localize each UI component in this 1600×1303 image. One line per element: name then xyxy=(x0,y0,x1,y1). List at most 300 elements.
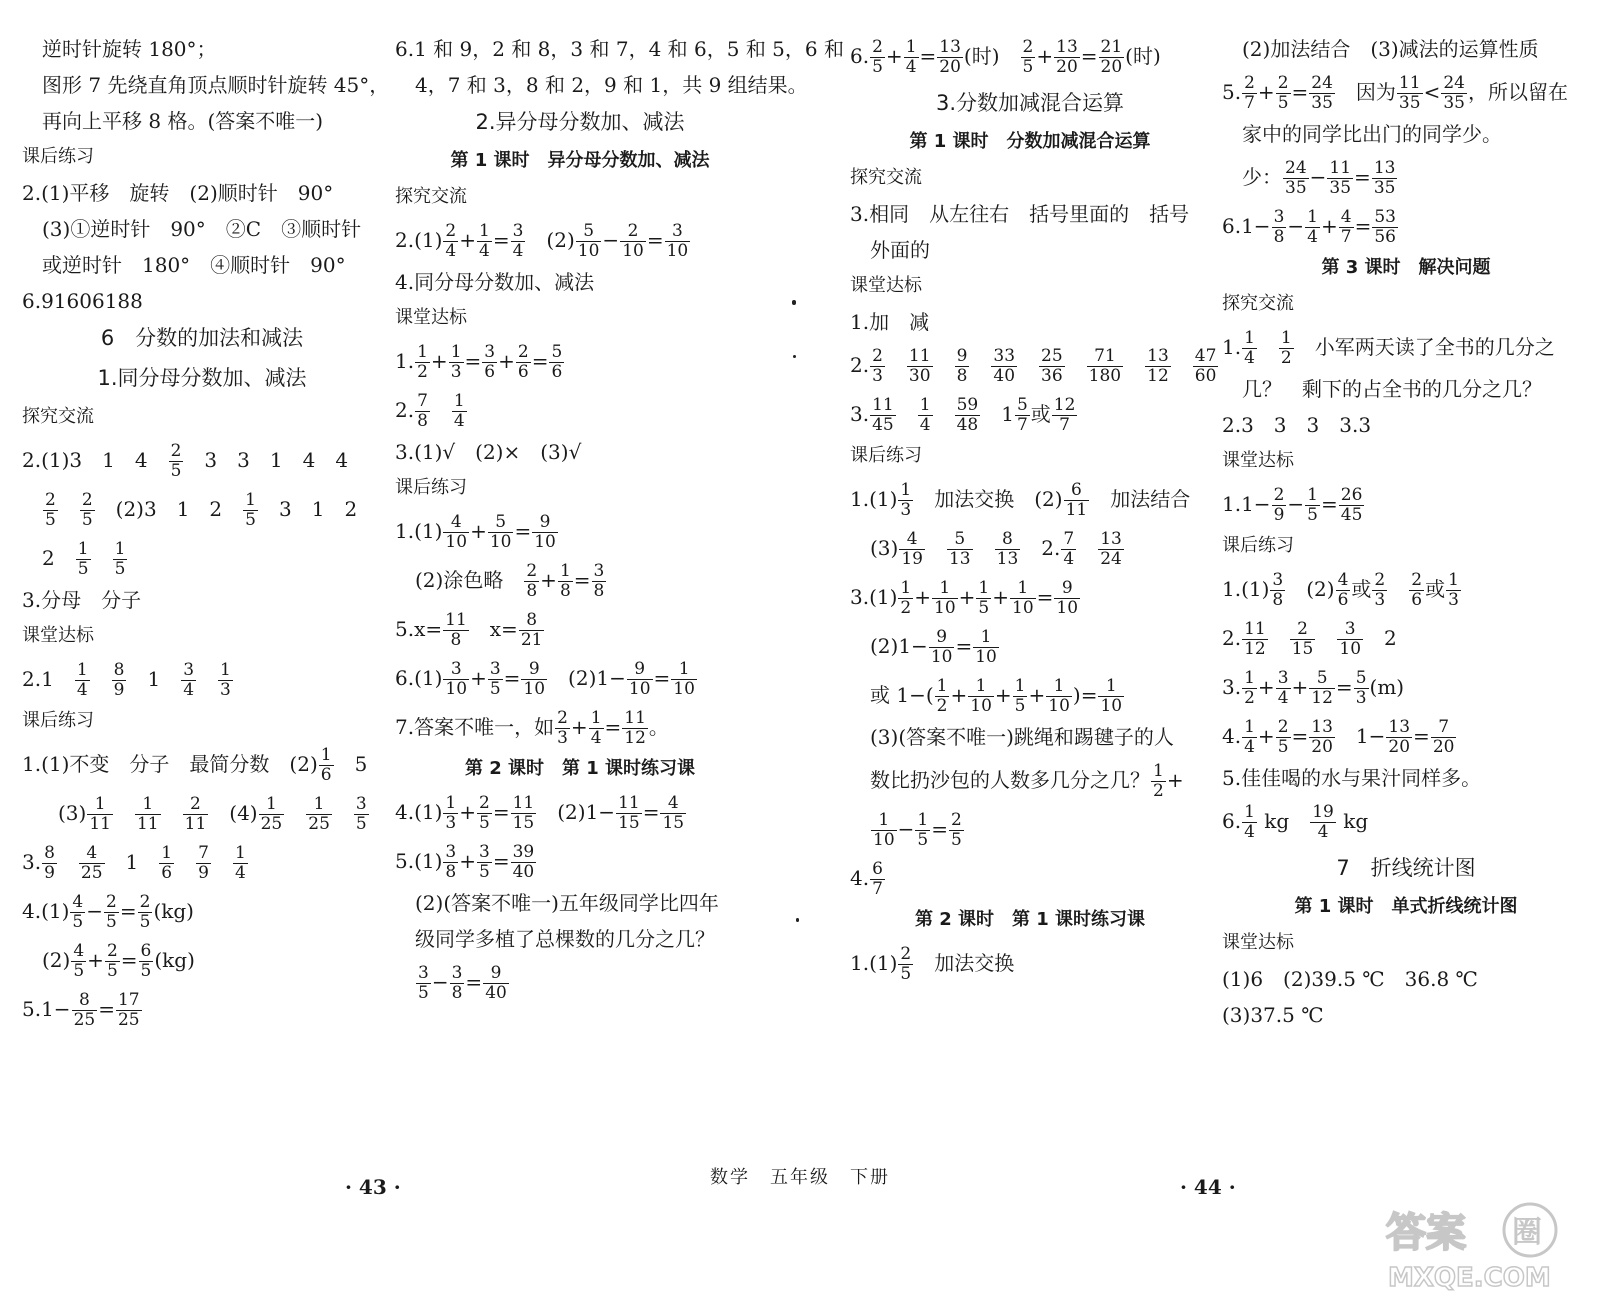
answer-text xyxy=(92,546,112,570)
fraction xyxy=(991,347,1017,386)
answer-line xyxy=(850,762,1210,801)
fraction xyxy=(488,513,514,552)
fraction xyxy=(105,942,120,981)
fraction-denominator: 10 xyxy=(489,532,512,552)
answer-text: 或 1−( xyxy=(870,683,934,707)
fraction-denominator: 10 xyxy=(1056,598,1079,618)
fraction-numerator: 3 xyxy=(665,222,691,242)
answer-text: (4) xyxy=(209,801,258,825)
fraction-denominator: 10 xyxy=(970,696,992,716)
answer-line xyxy=(1222,571,1590,610)
answer-line xyxy=(395,343,765,382)
fraction-denominator: 30 xyxy=(908,366,931,386)
fraction xyxy=(354,795,369,834)
fraction-denominator: 9 xyxy=(1273,505,1285,525)
fraction-numerator: 1 xyxy=(1448,570,1459,590)
answer-line xyxy=(395,477,765,499)
answer-text: 5.佳佳喝的水与果汁同样多。 xyxy=(1222,766,1482,790)
fraction-denominator: 45 xyxy=(1340,505,1363,525)
fraction-numerator: 7 xyxy=(1063,529,1075,549)
fraction-denominator: 35 xyxy=(1329,178,1352,198)
fraction-denominator: 10 xyxy=(1012,598,1034,618)
answer-line xyxy=(1222,38,1590,60)
answer-text: 探究交流 xyxy=(1222,293,1294,314)
answer-text: 2.(1)平移 旋转 (2)顺时针 90° xyxy=(22,181,334,205)
fraction-numerator: 1 xyxy=(1046,677,1072,697)
fraction xyxy=(1052,396,1078,435)
fraction-denominator: 5 xyxy=(139,912,151,932)
answer-text: 3.(1)√ (2)× (3)√ xyxy=(395,440,582,464)
fraction xyxy=(1276,74,1291,113)
fraction xyxy=(524,562,539,601)
fraction-denominator: 8 xyxy=(451,983,463,1003)
fraction-denominator: 3 xyxy=(557,728,568,748)
fraction xyxy=(1336,571,1351,610)
fraction-denominator: 5 xyxy=(77,559,89,579)
fraction-denominator: 4 xyxy=(234,863,246,883)
answer-text: 4. xyxy=(850,866,870,890)
fraction-numerator: 11 xyxy=(1398,73,1421,93)
answer-line xyxy=(1222,535,1590,557)
fraction-numerator: 11 xyxy=(872,395,894,415)
fraction xyxy=(1309,669,1335,708)
answer-text: = xyxy=(464,349,482,373)
answer-text: = xyxy=(1291,80,1309,104)
fraction-denominator: 5 xyxy=(170,461,182,481)
answer-text: (m) xyxy=(1369,675,1405,699)
answer-line xyxy=(850,945,1210,984)
fraction xyxy=(616,794,642,833)
page-number-right: · 44 · xyxy=(1180,1175,1236,1199)
fraction-numerator: 5 xyxy=(488,513,514,533)
answer-line xyxy=(850,628,1210,667)
answer-text: 3. xyxy=(850,402,870,426)
fraction xyxy=(592,562,607,601)
fraction xyxy=(233,844,248,883)
answer-text xyxy=(926,536,946,560)
answer-text: 6. xyxy=(850,44,870,68)
fraction xyxy=(443,843,458,882)
fraction-denominator: 10 xyxy=(1048,696,1070,716)
fraction-numerator: 3 xyxy=(593,561,605,581)
fraction-denominator: 48 xyxy=(956,415,979,435)
fraction-denominator: 5 xyxy=(917,830,929,850)
answer-line xyxy=(395,441,765,463)
fraction-numerator: 26 xyxy=(1340,485,1363,505)
answer-text xyxy=(114,801,134,825)
answer-line xyxy=(22,540,382,579)
fraction-denominator: 3 xyxy=(872,366,883,386)
answer-text: − xyxy=(1287,492,1305,516)
fraction-denominator: 10 xyxy=(666,241,689,261)
fraction xyxy=(1386,718,1412,757)
answer-line xyxy=(1222,932,1590,954)
fraction xyxy=(1446,571,1461,610)
answer-text xyxy=(431,398,451,422)
fraction xyxy=(1279,329,1294,368)
fraction xyxy=(1099,38,1125,77)
fraction-denominator: 4 xyxy=(905,57,917,77)
answer-text: 1 xyxy=(105,850,159,874)
fraction xyxy=(477,843,492,882)
answer-text: 1.(1)不变 分子 最简分数 (2) xyxy=(22,752,318,776)
answer-line xyxy=(850,38,1210,77)
fraction xyxy=(139,942,154,981)
answer-text: (2)(答案不唯一)五年级同学比四年 xyxy=(415,891,719,915)
fraction-denominator: 5 xyxy=(489,679,501,699)
fraction xyxy=(1242,74,1257,113)
fraction-numerator: 1 xyxy=(917,810,929,830)
fraction-denominator: 10 xyxy=(934,598,956,618)
answer-text: − xyxy=(86,899,104,923)
answer-text: 4，7 和 3，8 和 2，9 和 1，共 9 组结果。 xyxy=(415,73,808,97)
answer-text: (时) xyxy=(1125,44,1161,68)
fraction-numerator: 71 xyxy=(1087,347,1123,367)
answer-text: + xyxy=(498,349,515,373)
fraction xyxy=(1337,620,1363,659)
fraction-numerator: 1 xyxy=(932,579,958,599)
fraction-denominator: 20 xyxy=(1432,737,1455,757)
fraction xyxy=(1272,486,1287,525)
answer-line xyxy=(850,239,1210,261)
answer-line xyxy=(1222,486,1590,525)
answer-text: 3.相同 从左往右 括号里面的 括号 xyxy=(850,202,1190,226)
fraction xyxy=(319,746,334,785)
fraction-denominator: 11 xyxy=(184,814,207,834)
fraction-numerator: 59 xyxy=(956,395,979,415)
answer-text: 6. xyxy=(1222,809,1242,833)
fraction-denominator: 6 xyxy=(484,362,496,382)
fraction-denominator: 15 xyxy=(512,813,535,833)
fraction-numerator: 47 xyxy=(1194,346,1217,366)
fraction-numerator: 1 xyxy=(936,676,948,696)
fraction-numerator: 1 xyxy=(320,745,332,765)
fraction-denominator: 4 xyxy=(919,415,931,435)
fraction xyxy=(72,991,98,1030)
fraction-denominator: 5 xyxy=(418,983,429,1003)
fraction-denominator: 10 xyxy=(975,647,997,667)
fraction xyxy=(483,964,509,1003)
fraction xyxy=(443,611,469,650)
answer-text: 第 1 课时 单式折线统计图 xyxy=(1294,896,1518,917)
fraction-denominator: 5 xyxy=(900,964,912,984)
answer-text: 探究交流 xyxy=(395,186,467,207)
fraction-numerator: 2 xyxy=(445,221,457,241)
answer-text: 7.答案不唯一，如 xyxy=(395,715,555,739)
fraction-numerator: 1 xyxy=(968,677,994,697)
answer-line xyxy=(850,726,1210,748)
fraction-numerator: 9 xyxy=(627,660,653,680)
fraction-denominator: 8 xyxy=(526,581,538,601)
fraction-numerator: 25 xyxy=(1041,346,1063,366)
answer-line xyxy=(395,562,765,601)
fraction-denominator: 8 xyxy=(450,630,462,650)
fraction-denominator: 4 xyxy=(1277,688,1289,708)
answer-text: 课堂达标 xyxy=(1222,932,1294,953)
fraction-numerator: 2 xyxy=(183,795,209,815)
fraction-denominator: 5 xyxy=(45,510,56,530)
fraction-denominator: 21 xyxy=(520,630,543,650)
answer-line xyxy=(1222,767,1590,789)
answer-text: 5.1− xyxy=(22,997,71,1021)
column-1 xyxy=(22,37,390,1040)
fraction-denominator: 12 xyxy=(1147,366,1169,386)
fraction-denominator: 7 xyxy=(1059,415,1070,435)
answer-text: 1.(1) xyxy=(850,487,898,511)
fraction-numerator: 9 xyxy=(1054,579,1080,599)
answer-line xyxy=(1222,1004,1590,1026)
fraction-denominator: 25 xyxy=(260,814,283,834)
answer-text: 5. xyxy=(1222,80,1242,104)
fraction xyxy=(477,222,492,261)
answer-text: 3 3 1 4 4 xyxy=(184,448,349,472)
fraction-numerator: 1 xyxy=(973,628,999,648)
fraction-denominator: 10 xyxy=(1339,639,1362,659)
fraction xyxy=(899,530,925,569)
fraction-denominator: 15 xyxy=(1291,639,1314,659)
fraction-numerator: 2 xyxy=(170,441,182,461)
fraction-numerator: 19 xyxy=(1312,802,1334,822)
answer-line xyxy=(22,589,382,611)
answer-text: 几？ 剩下的占全书的几分之几？ xyxy=(1242,377,1542,401)
fraction-numerator: 1 xyxy=(135,795,161,815)
fraction-denominator: 10 xyxy=(523,679,546,699)
answer-text: = xyxy=(955,634,973,658)
fraction-numerator: 5 xyxy=(1355,668,1367,688)
answer-text: 2. xyxy=(1222,626,1242,650)
fraction xyxy=(622,709,648,748)
answer-text xyxy=(162,801,182,825)
fraction-denominator: 6 xyxy=(161,863,173,883)
fraction-denominator: 24 xyxy=(1100,549,1122,569)
fraction-denominator: 56 xyxy=(1374,227,1396,247)
answer-text: 课后练习 xyxy=(22,710,94,731)
answer-text: = xyxy=(1354,214,1372,238)
fraction xyxy=(1098,677,1124,716)
fraction-denominator: 10 xyxy=(445,532,468,552)
fraction-denominator: 20 xyxy=(1056,57,1078,77)
fraction-denominator: 4 xyxy=(445,241,457,261)
fraction-denominator: 20 xyxy=(1388,737,1411,757)
fraction-denominator: 10 xyxy=(673,679,695,699)
answer-line xyxy=(395,513,765,552)
fraction-numerator: 1 xyxy=(1244,668,1255,688)
fraction-numerator: 1 xyxy=(220,660,231,680)
fraction-numerator: 1 xyxy=(245,490,256,510)
fraction xyxy=(968,677,994,716)
fraction xyxy=(1276,718,1291,757)
fraction-numerator: 2 xyxy=(900,944,912,964)
fraction-numerator: 1 xyxy=(1098,677,1124,697)
answer-line xyxy=(22,254,382,276)
fraction-numerator: 1 xyxy=(87,795,113,815)
answer-text: (2) xyxy=(1286,577,1335,601)
fraction xyxy=(1039,347,1065,386)
answer-line xyxy=(395,186,765,208)
answer-text: (2) xyxy=(526,228,575,252)
answer-text: + xyxy=(1166,768,1184,792)
fraction xyxy=(70,893,85,932)
fraction-denominator: 40 xyxy=(993,366,1016,386)
fraction-numerator: 8 xyxy=(995,530,1021,550)
fraction xyxy=(1310,803,1336,842)
answer-text: = xyxy=(492,228,510,252)
answer-line xyxy=(1222,803,1590,842)
fraction-numerator: 1 xyxy=(978,578,990,598)
answer-text: − xyxy=(897,817,915,841)
fraction-numerator: 3 xyxy=(484,342,496,362)
answer-text: − xyxy=(1287,214,1305,238)
answer-text: = xyxy=(492,800,510,824)
fraction-denominator: 10 xyxy=(873,830,895,850)
fraction-denominator: 12 xyxy=(624,728,646,748)
fraction-denominator: 2 xyxy=(1280,348,1292,368)
answer-line xyxy=(22,38,382,60)
fraction-numerator: 1 xyxy=(871,811,897,831)
fraction xyxy=(976,579,991,618)
answer-text: + xyxy=(1257,675,1275,699)
fraction-numerator: 11 xyxy=(1329,158,1352,178)
fraction-denominator: 5 xyxy=(1277,93,1289,113)
answer-text xyxy=(59,497,79,521)
answer-text: 课堂达标 xyxy=(850,275,922,296)
fraction-denominator: 11 xyxy=(136,814,159,834)
answer-line xyxy=(850,203,1210,225)
answer-line xyxy=(850,811,1210,850)
fraction xyxy=(519,611,545,650)
fraction xyxy=(75,661,90,700)
fraction xyxy=(870,396,896,435)
fraction xyxy=(169,442,184,481)
fraction-denominator: 20 xyxy=(1100,57,1123,77)
fraction-denominator: 2 xyxy=(417,362,428,382)
answer-text: 1.(1) xyxy=(1222,577,1270,601)
answer-text: − xyxy=(431,970,449,994)
fraction xyxy=(1242,803,1257,842)
fraction-denominator: 3 xyxy=(220,680,231,700)
answer-line xyxy=(395,892,765,914)
answer-text: = xyxy=(604,715,622,739)
answer-text: − xyxy=(1309,165,1327,189)
answer-line xyxy=(22,290,382,312)
answer-text: < xyxy=(1423,80,1441,104)
fraction xyxy=(196,844,211,883)
fraction-denominator: 9 xyxy=(198,863,209,883)
fraction-denominator: 25 xyxy=(80,863,103,883)
fraction-denominator: 4 xyxy=(76,680,88,700)
fraction-denominator: 10 xyxy=(445,679,468,699)
answer-text: ，所以留在 xyxy=(1467,80,1568,104)
fraction-numerator: 6 xyxy=(1064,481,1090,501)
fraction-denominator: 4 xyxy=(479,241,490,261)
fraction-numerator: 3 xyxy=(512,221,524,241)
fraction-denominator: 9 xyxy=(113,680,125,700)
fraction xyxy=(443,222,458,261)
fraction-denominator: 5 xyxy=(106,912,117,932)
answer-text: (kg) xyxy=(153,899,194,923)
fraction-denominator: 4 xyxy=(1307,227,1318,247)
fraction xyxy=(1409,571,1424,610)
answer-line xyxy=(1222,208,1590,247)
answer-text: 加法结合 xyxy=(1090,487,1191,511)
fraction-denominator: 45 xyxy=(872,415,894,435)
answer-text: = xyxy=(1291,724,1309,748)
answer-line xyxy=(395,709,765,748)
answer-text: 2. xyxy=(1021,536,1061,560)
fraction xyxy=(112,661,127,700)
fraction-numerator: 53 xyxy=(1374,207,1396,227)
answer-text: 或 xyxy=(1030,402,1051,426)
answer-text xyxy=(897,402,917,426)
fraction xyxy=(450,964,465,1003)
fraction-denominator: 4 xyxy=(183,680,195,700)
fraction-denominator: 5 xyxy=(978,598,990,618)
fraction-numerator: 2 xyxy=(1374,570,1386,590)
fraction xyxy=(558,562,573,601)
fraction-numerator: 3 xyxy=(1277,668,1289,688)
fraction xyxy=(71,942,86,981)
answer-line xyxy=(22,625,382,647)
answer-text: (1)6 (2)39.5 ℃ 36.8 ℃ xyxy=(1222,967,1478,991)
fraction-denominator: 40 xyxy=(485,983,507,1003)
fraction-numerator: 5 xyxy=(1016,395,1028,415)
svg-text:答案: 答案 xyxy=(1386,1210,1466,1256)
fraction-denominator: 5 xyxy=(355,814,367,834)
column-2 xyxy=(395,37,844,1013)
answer-line xyxy=(395,271,765,293)
answer-line xyxy=(850,445,1210,467)
fraction xyxy=(898,579,913,618)
fraction-numerator: 13 xyxy=(1056,37,1078,57)
fraction-denominator: 180 xyxy=(1088,366,1122,386)
fraction xyxy=(243,491,258,530)
answer-text: 3. xyxy=(1222,675,1242,699)
answer-line xyxy=(395,73,808,97)
fraction-denominator: 25 xyxy=(117,1010,140,1030)
scan-speck xyxy=(796,918,799,922)
answer-text: 3.分数加减混合运算 xyxy=(935,91,1125,115)
fraction-numerator: 1 xyxy=(1244,802,1255,822)
answer-text xyxy=(333,801,353,825)
fraction-denominator: 3 xyxy=(1374,590,1386,610)
scan-speck xyxy=(792,300,796,305)
answer-text: 5.(1) xyxy=(395,849,443,873)
fraction-denominator: 4 xyxy=(1317,822,1329,842)
answer-line xyxy=(850,909,1210,931)
answer-text: = xyxy=(646,228,664,252)
answer-line xyxy=(850,275,1210,297)
answer-text: + xyxy=(87,948,104,972)
answer-text: + xyxy=(570,715,588,739)
answer-line xyxy=(22,146,382,168)
answer-text: 1.(1) xyxy=(850,951,898,975)
fraction xyxy=(949,811,964,850)
fraction-numerator: 13 xyxy=(1147,346,1169,366)
fraction-numerator: 3 xyxy=(451,963,463,983)
answer-text: 再向上平移 8 格。(答案不唯一) xyxy=(42,109,324,133)
answer-text: (2) xyxy=(42,948,71,972)
fraction-numerator: 11 xyxy=(624,708,646,728)
fraction-denominator: 4 xyxy=(1244,737,1255,757)
fraction-numerator: 11 xyxy=(908,346,931,366)
fraction xyxy=(43,491,58,530)
fraction xyxy=(104,893,119,932)
answer-text: 3 1 2 xyxy=(259,497,358,521)
answer-text: kg xyxy=(1336,809,1369,833)
fraction-denominator: 4 xyxy=(1244,822,1255,842)
answer-text: (3)37.5 ℃ xyxy=(1222,1003,1324,1027)
fraction xyxy=(1098,530,1124,569)
